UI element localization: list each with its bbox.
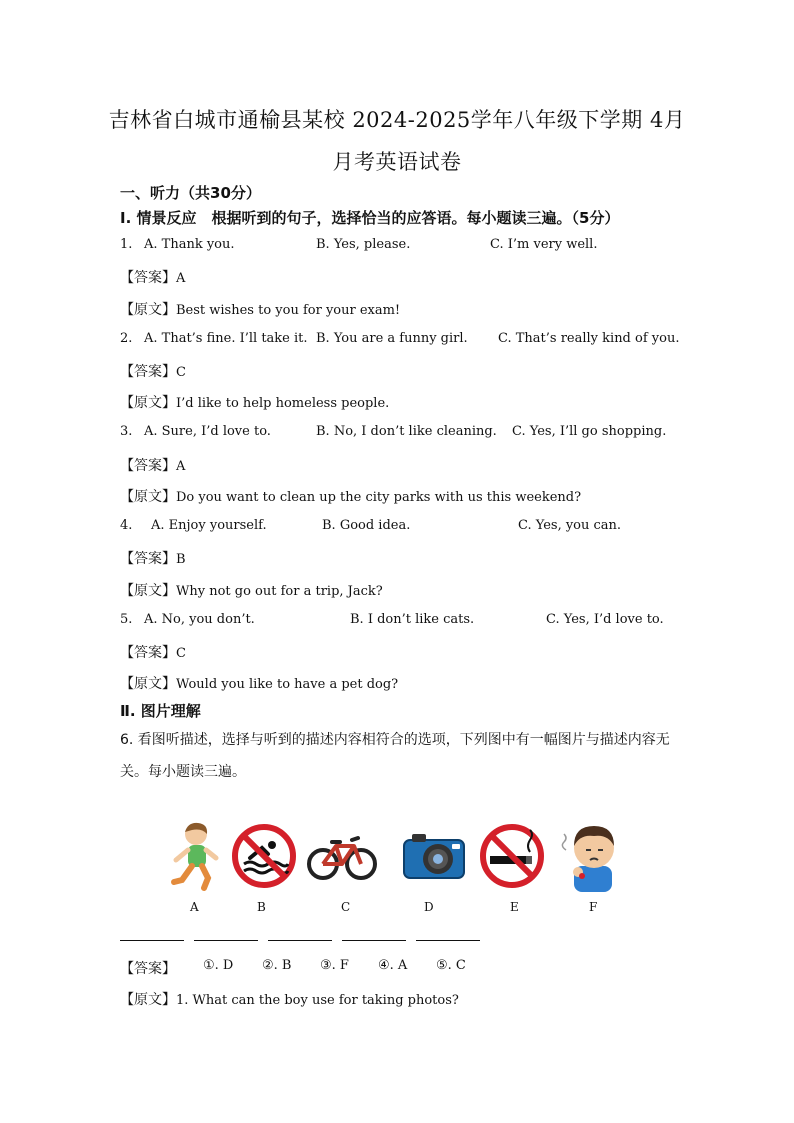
q4-option-a: A. Enjoy yourself. xyxy=(151,518,267,533)
q4-source-text: Why not go out for a trip, Jack? xyxy=(176,584,383,599)
q5-answer xyxy=(120,642,186,662)
q1-number: 1. xyxy=(120,237,133,252)
source-label: 【原文】 xyxy=(120,583,176,599)
q6-source-text: 1. What can the boy use for taking photos? xyxy=(176,993,459,1008)
answer-blank-3 xyxy=(268,940,332,941)
no-smoking-icon xyxy=(476,820,548,892)
q3-number: 3. xyxy=(120,424,133,439)
answer-blank-1 xyxy=(120,940,184,941)
answer-blank-5 xyxy=(416,940,480,941)
q5-source xyxy=(120,673,398,693)
q6-instruction-line1: 6. 看图听描述，选择与听到的描述内容相符合的选项，下列图中有一幅图片与描述内容无 xyxy=(120,732,670,748)
q2-answer xyxy=(120,361,186,381)
answer-blank-2 xyxy=(194,940,258,941)
section1-heading: 一、听力（共30分） xyxy=(120,184,261,202)
bicycle-icon xyxy=(306,820,378,892)
q5-option-a: A. No, you don’t. xyxy=(144,612,255,627)
picture-label-c: C xyxy=(341,900,351,914)
q6-answer-item-2: ②. B xyxy=(262,958,292,973)
q4-source xyxy=(120,580,383,600)
answer-label: 【答案】 xyxy=(120,645,176,661)
q2-source-text: I’d like to help homeless people. xyxy=(176,396,390,411)
exam-title-line2: 月考英语试卷 xyxy=(332,150,462,174)
exam-title-line1: 吉林省白城市通榆县某校 2024-2025学年八年级下学期 4月 xyxy=(108,108,686,132)
q2-number: 2. xyxy=(120,331,133,346)
q4-number: 4. xyxy=(120,518,133,533)
q3-option-b: B. No, I don’t like cleaning. xyxy=(316,424,497,439)
q3-answer-value: A xyxy=(176,459,186,474)
source-label: 【原文】 xyxy=(120,395,176,411)
q2-option-a: A. That’s fine. I’ll take it. xyxy=(144,331,308,346)
picture-label-b: B xyxy=(257,900,266,914)
q3-source xyxy=(120,486,581,506)
q6-source xyxy=(120,989,459,1009)
q4-option-c: C. Yes, you can. xyxy=(518,518,622,533)
source-label: 【原文】 xyxy=(120,489,176,505)
q5-answer-value: C xyxy=(176,646,186,661)
q5-source-text: Would you like to have a pet dog? xyxy=(176,677,399,692)
picture-label-d: D xyxy=(424,900,434,914)
q4-answer xyxy=(120,548,186,568)
q1-source xyxy=(120,299,400,319)
picture-label-e: E xyxy=(510,900,519,914)
source-label: 【原文】 xyxy=(120,992,176,1008)
q3-option-c: C. Yes, I’ll go shopping. xyxy=(512,424,667,439)
section2-heading: Ⅱ. 图片理解 xyxy=(120,702,201,720)
q5-option-b: B. I don’t like cats. xyxy=(350,612,475,627)
q4-answer-value: B xyxy=(176,552,186,567)
q1-answer xyxy=(120,267,185,287)
answer-blank-4 xyxy=(342,940,406,941)
q2-option-b: B. You are a funny girl. xyxy=(316,331,468,346)
q1-source-text: Best wishes to you for your exam! xyxy=(176,303,401,318)
running-boy-icon xyxy=(158,820,230,892)
picture-label-f: F xyxy=(589,900,598,914)
source-label: 【原文】 xyxy=(120,302,176,318)
q6-instruction-line2: 关。每小题读三遍。 xyxy=(120,764,246,780)
part1-instruction: Ⅰ. 情景反应 根据听到的句子，选择恰当的应答语。每小题读三遍。（5分） xyxy=(120,209,620,227)
q6-answer xyxy=(120,958,176,978)
camera-icon xyxy=(398,820,470,892)
sick-boy-icon xyxy=(556,820,628,892)
q6-answer-item-4: ④. A xyxy=(378,958,408,973)
answer-label: 【答案】 xyxy=(120,551,176,567)
q6-answer-item-5: ⑤. C xyxy=(436,958,466,973)
q2-source xyxy=(120,392,389,412)
q6-answer-item-1: ①. D xyxy=(203,958,234,973)
q6-answer-item-3: ③. F xyxy=(320,958,349,973)
q1-option-b: B. Yes, please. xyxy=(316,237,411,252)
answer-label: 【答案】 xyxy=(120,364,176,380)
q1-option-c: C. I’m very well. xyxy=(490,237,598,252)
q5-option-c: C. Yes, I’d love to. xyxy=(546,612,664,627)
q3-option-a: A. Sure, I’d love to. xyxy=(144,424,271,439)
answer-label: 【答案】 xyxy=(120,458,176,474)
source-label: 【原文】 xyxy=(120,676,176,692)
no-swimming-icon xyxy=(228,820,300,892)
q2-option-c: C. That’s really kind of you. xyxy=(498,331,680,346)
answer-label: 【答案】 xyxy=(120,961,176,977)
q1-option-a: A. Thank you. xyxy=(144,237,235,252)
q5-number: 5. xyxy=(120,612,133,627)
answer-label: 【答案】 xyxy=(120,270,176,286)
q3-source-text: Do you want to clean up the city parks with us this weekend? xyxy=(176,490,582,505)
q2-answer-value: C xyxy=(176,365,186,380)
q1-answer-value: A xyxy=(176,271,186,286)
picture-label-a: A xyxy=(190,900,199,914)
q4-option-b: B. Good idea. xyxy=(322,518,411,533)
q3-answer xyxy=(120,455,185,475)
